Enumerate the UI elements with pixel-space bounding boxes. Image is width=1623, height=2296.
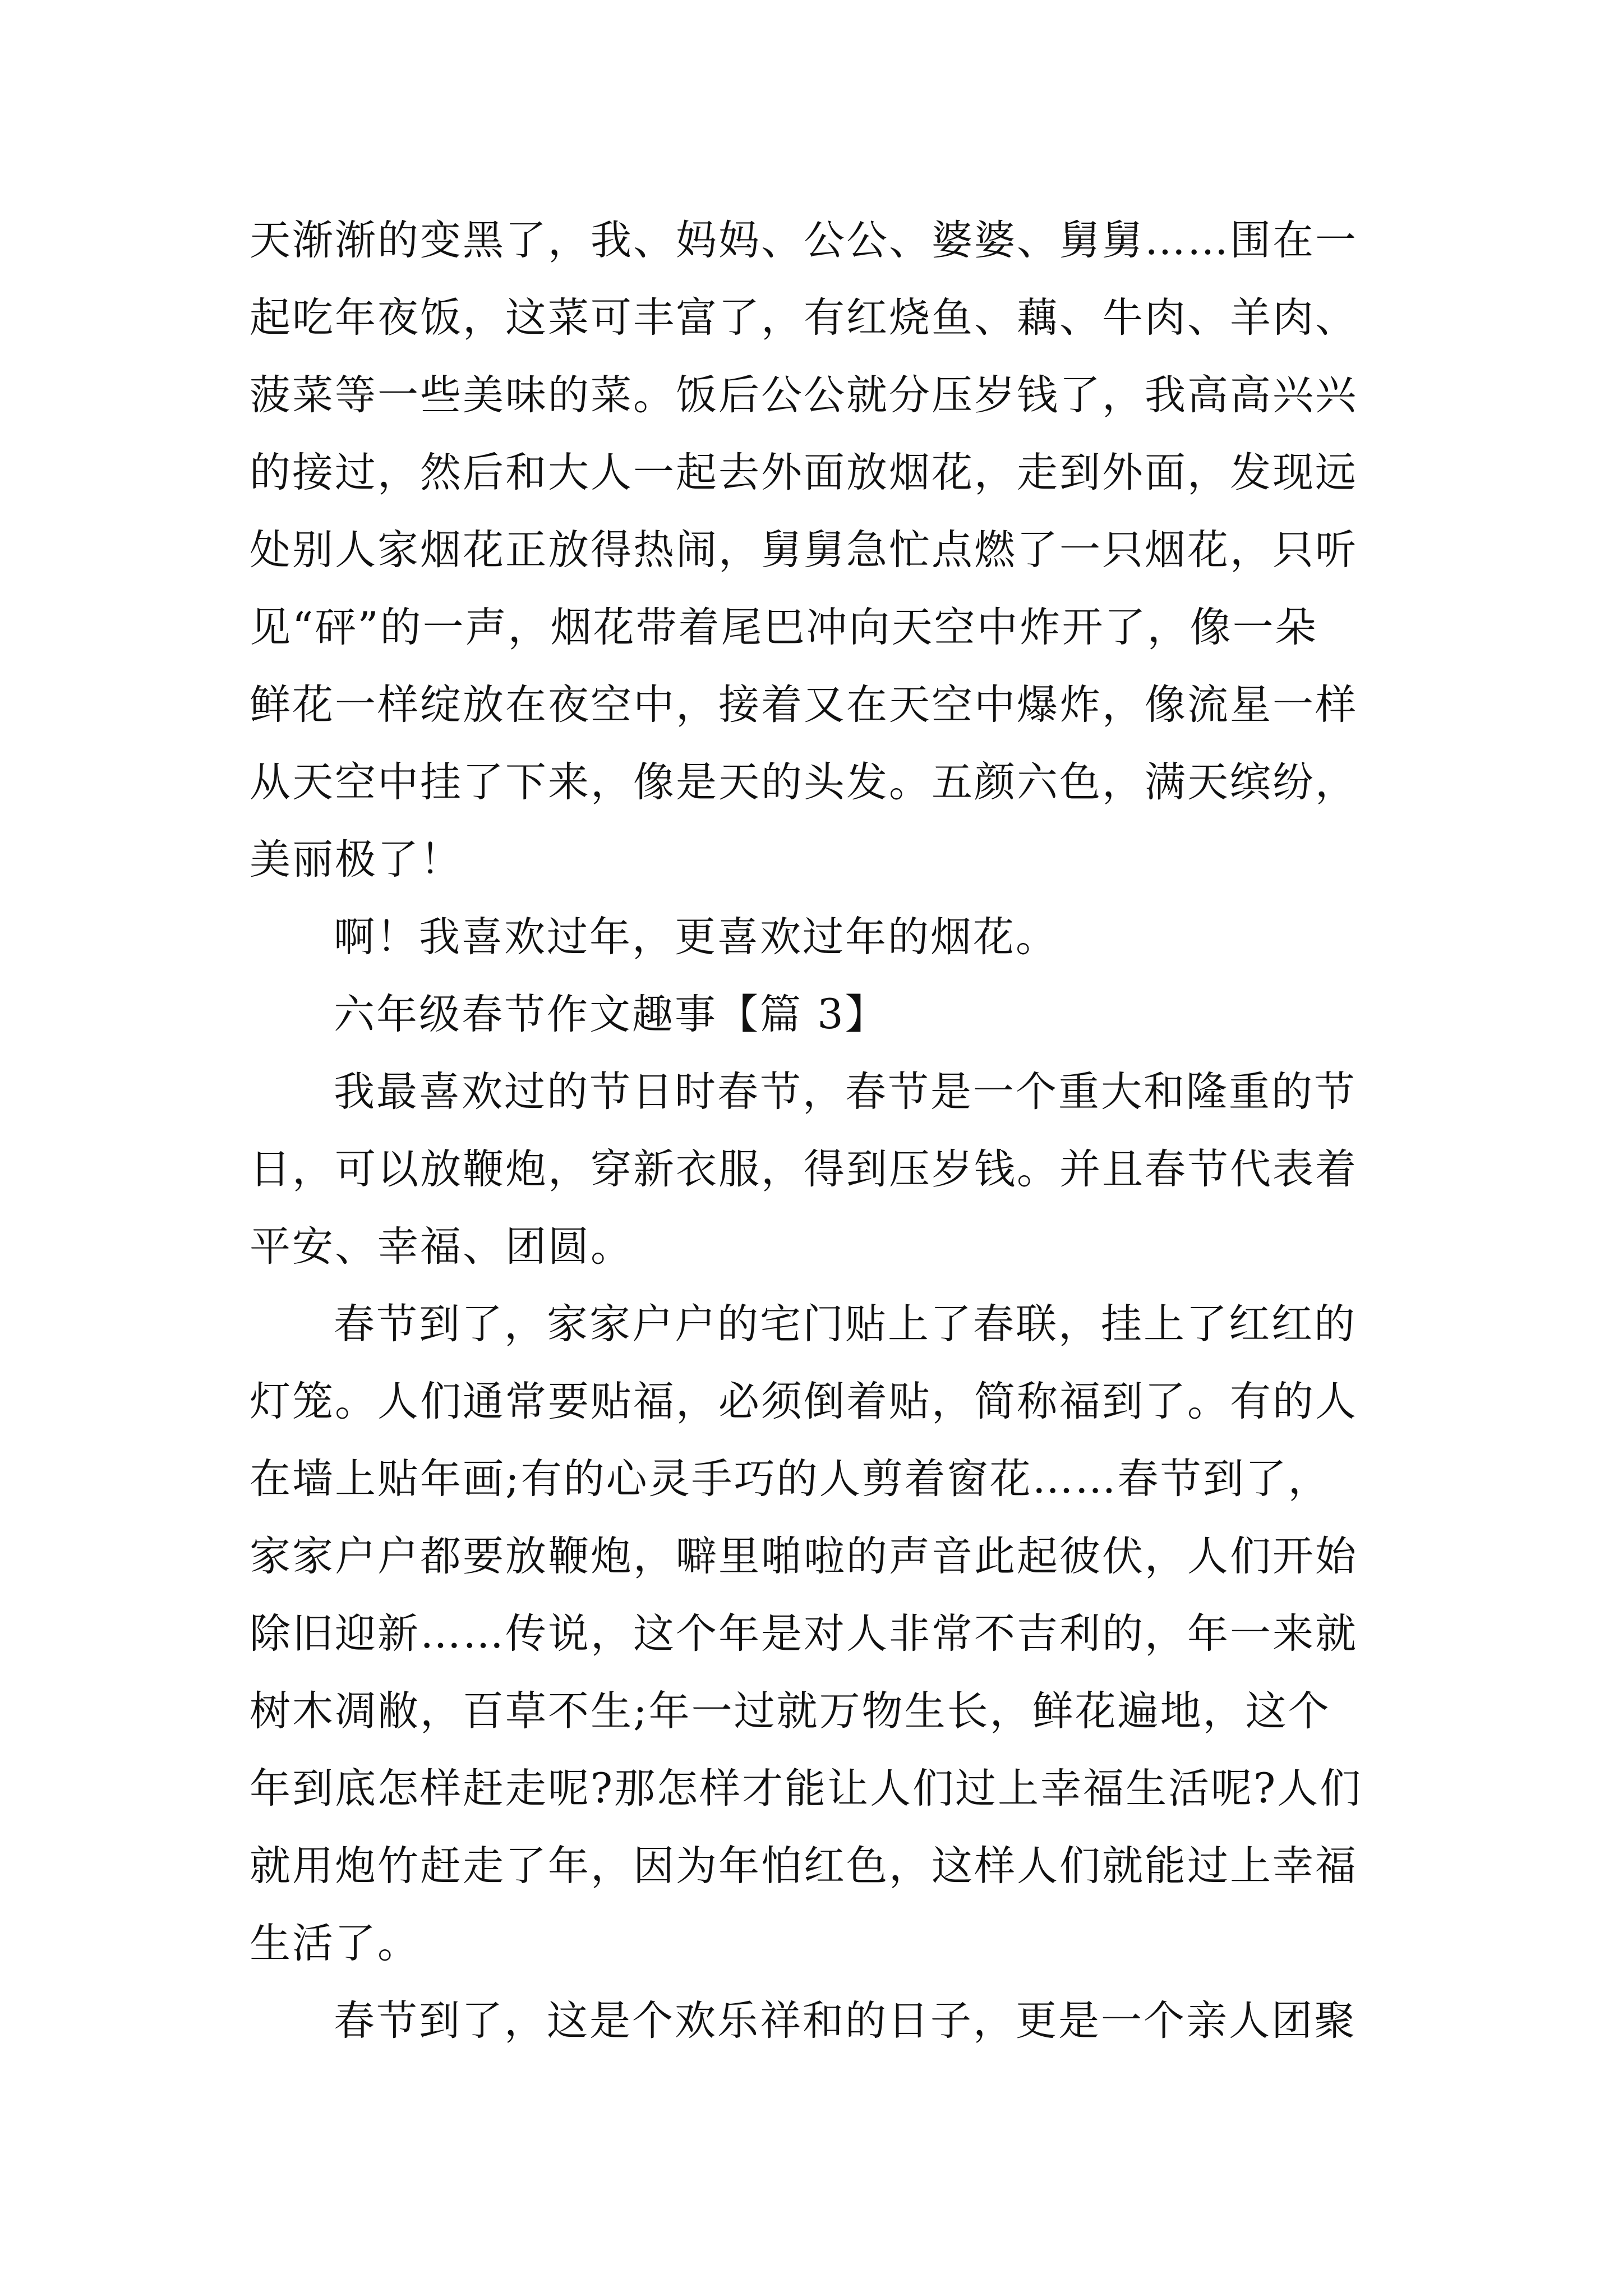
text-line: 菠菜等一些美味的菜。饭后公公就分压岁钱了，我高高兴兴 (250, 371, 1358, 419)
text-line: 家家户户都要放鞭炮，噼里啪啦的声音此起彼伏，人们开始 (250, 1533, 1358, 1580)
text-line: 灯笼。人们通常要贴福，必须倒着贴，简称福到了。有的人 (250, 1378, 1358, 1425)
paragraph-start: 啊！我喜欢过年，更喜欢过年的烟花。 (334, 913, 1058, 961)
section-heading: 六年级春节作文趣事【篇 3】 (334, 991, 888, 1038)
text-line: 在墙上贴年画;有的心灵手巧的人剪着窗花……春节到了， (250, 1455, 1331, 1503)
text-line: 从天空中挂了下来，像是天的头发。五颜六色，满天缤纷， (250, 758, 1358, 806)
text-line: 日，可以放鞭炮，穿新衣服，得到压岁钱。并且春节代表着 (250, 1145, 1358, 1193)
text-line: 起吃年夜饭，这菜可丰富了，有红烧鱼、藕、牛肉、羊肉、 (250, 294, 1358, 342)
paragraph-start: 春节到了，这是个欢乐祥和的日子，更是一个亲人团聚 (334, 1997, 1357, 2045)
text-line: 见“砰”的一声，烟花带着尾巴冲向天空中炸开了，像一朵 (250, 604, 1318, 651)
text-line: 处别人家烟花正放得热闹，舅舅急忙点燃了一只烟花，只听 (250, 526, 1358, 574)
text-line: 生活了。 (250, 1920, 420, 1967)
text-line: 鲜花一样绽放在夜空中，接着又在天空中爆炸，像流星一样 (250, 681, 1358, 729)
text-line: 平安、幸福、团圆。 (250, 1223, 633, 1271)
text-line: 除旧迎新……传说，这个年是对人非常不吉利的，年一来就 (250, 1610, 1358, 1658)
text-line: 美丽极了！ (250, 836, 463, 884)
text-line: 天渐渐的变黑了，我、妈妈、公公、婆婆、舅舅……围在一 (250, 217, 1358, 264)
text-line: 的接过，然后和大人一起去外面放烟花，走到外面，发现远 (250, 449, 1358, 496)
paragraph-start: 春节到了，家家户户的宅门贴上了春联，挂上了红红的 (334, 1300, 1357, 1348)
text-line: 就用炮竹赶走了年，因为年怕红色，这样人们就能过上幸福 (250, 1842, 1358, 1890)
document-body (250, 202, 1394, 2060)
text-line: 树木凋敝，百草不生;年一过就万物生长，鲜花遍地，这个 (250, 1687, 1331, 1735)
text-line: 年到底怎样赶走呢?那怎样才能让人们过上幸福生活呢?人们 (250, 1765, 1363, 1812)
paragraph-start: 我最喜欢过的节日时春节，春节是一个重大和隆重的节 (334, 1068, 1357, 1116)
